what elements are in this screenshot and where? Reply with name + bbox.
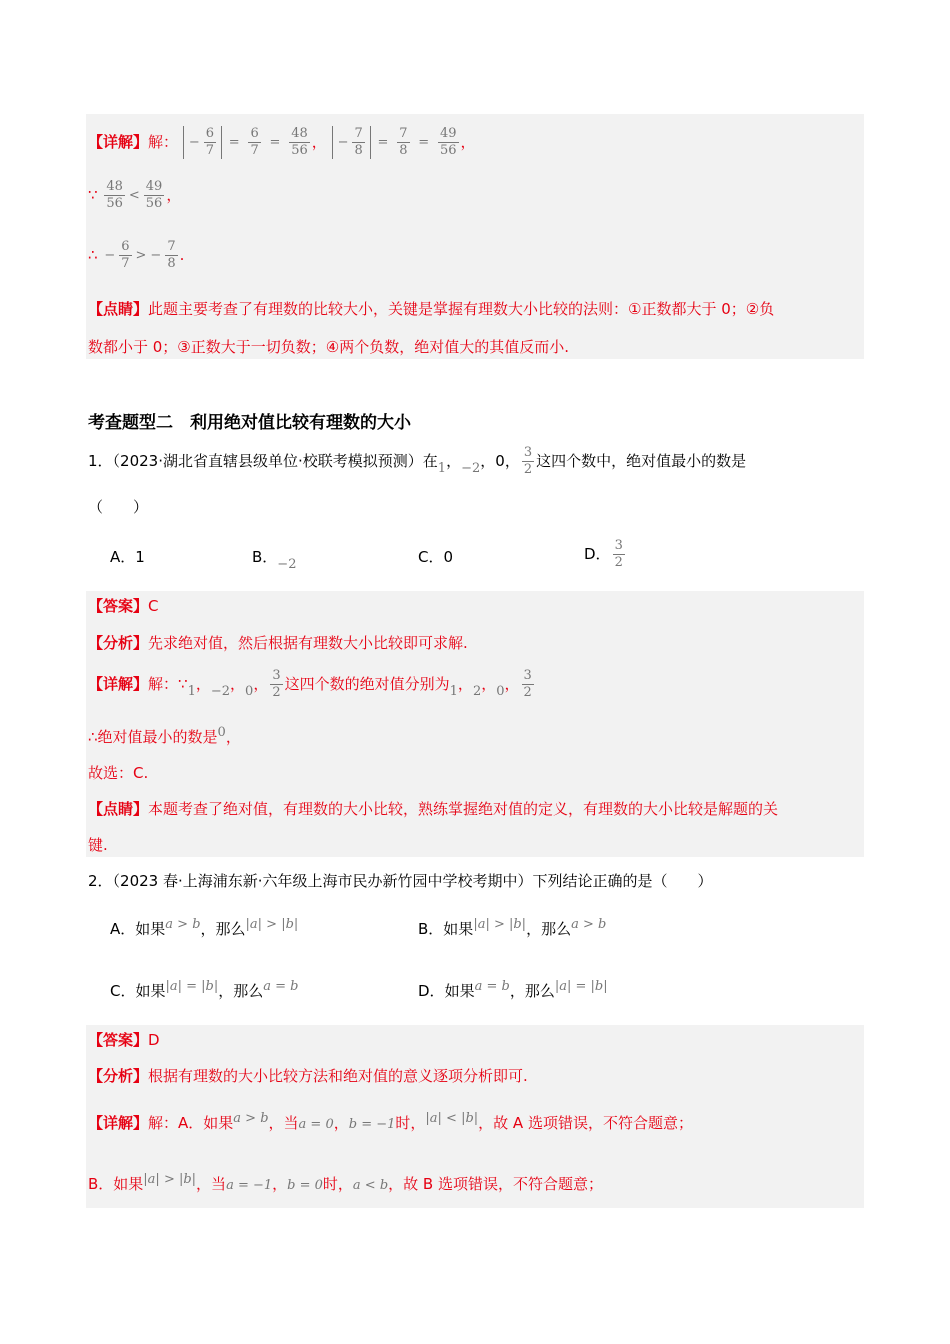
- q1-comment-line-1: 【点睛】本题考查了绝对值，有理数的大小比较，熟练掌握绝对值的定义，有理数的大小比较是解题的关: [88, 800, 779, 818]
- prev-therefore-line: ∴ − $\frac{6}{7}$ > − $\frac{7}{8}$ .: [88, 239, 185, 271]
- q1-detail: 【详解】解：∵1，−2，0， $\frac{3}{2}$ 这四个数的绝对值分别为1，2，0， $\frac{3}{2}$: [88, 668, 532, 700]
- q2-option-a[interactable]: A．如果a > b，那么|a| > |b|: [110, 917, 299, 938]
- q1-option-d[interactable]: D． $\frac{3}{2}$: [584, 538, 623, 570]
- q1-analysis: 【分析】先求绝对值，然后根据有理数大小比较即可求解.: [88, 634, 468, 652]
- q2-detail-b: B．如果|a| > |b|，当a = −1，b = 0时，a < b，故 B 选项错误，不符合题意；: [88, 1172, 603, 1193]
- q1-conclude: ∴绝对值最小的数是0，: [88, 725, 241, 746]
- prev-detail-line: 【详解】解： − $\frac{6}{7}$ = $\frac{6}{7}$ = $\frac{48}{56}$ ， − $\frac{7}{8}$ = $\frac{7}{8}$ = $\frac{49}{56}$ ，: [88, 126, 476, 158]
- q2-option-b[interactable]: B．如果|a| > |b|，那么a > b: [418, 917, 607, 938]
- q1-option-a[interactable]: A．1: [110, 548, 145, 566]
- q1-stem: 1．（2023·湖北省直辖县级单位·校联考模拟预测）在1，−2，0， $\frac{3}{2}$ 这四个数中，绝对值最小的数是: [88, 445, 747, 477]
- prev-since-line: ∵ $\frac{48}{56}$ < $\frac{49}{56}$ ，: [88, 179, 182, 211]
- q1-answer: 【答案】C: [88, 597, 159, 615]
- section-title: 考查题型二 利用绝对值比较有理数的大小: [88, 413, 411, 433]
- q1-choose: 故选：C.: [88, 764, 149, 782]
- q1-option-c[interactable]: C．0: [418, 548, 454, 566]
- detail-tag: 【详解】: [88, 133, 149, 151]
- prev-comment-line-2: 数都小于 0；③正数大于一切负数；④两个负数，绝对值大的其值反而小.: [88, 338, 569, 356]
- q2-answer: 【答案】D: [88, 1031, 160, 1049]
- q1-comment-line-2: 键.: [88, 836, 108, 854]
- q1-option-b[interactable]: B．−2: [252, 548, 297, 572]
- abs-neg-6-7: − $\frac{6}{7}$: [183, 126, 222, 159]
- q2-option-d[interactable]: D．如果a = b，那么|a| = |b|: [418, 979, 608, 1000]
- prev-comment-line-1: 【点睛】此题主要考查了有理数的比较大小，关键是掌握有理数大小比较的法则：①正数都大于 0；②负: [88, 300, 775, 318]
- q2-option-c[interactable]: C．如果|a| = |b|，那么a = b: [110, 979, 299, 1000]
- q1-paren: （ ）: [88, 498, 149, 516]
- abs-neg-7-8: − $\frac{7}{8}$: [332, 126, 371, 159]
- q2-stem: 2．（2023 春·上海浦东新·六年级上海市民办新竹园中学校考期中）下列结论正确的是（ ）: [88, 872, 713, 890]
- q2-detail-a: 【详解】解：A．如果a > b，当a = 0，b = −1时，|a| < |b|，故 A 选项错误，不符合题意；: [88, 1111, 693, 1132]
- q2-analysis: 【分析】根据有理数的大小比较方法和绝对值的意义逐项分析即可.: [88, 1067, 528, 1085]
